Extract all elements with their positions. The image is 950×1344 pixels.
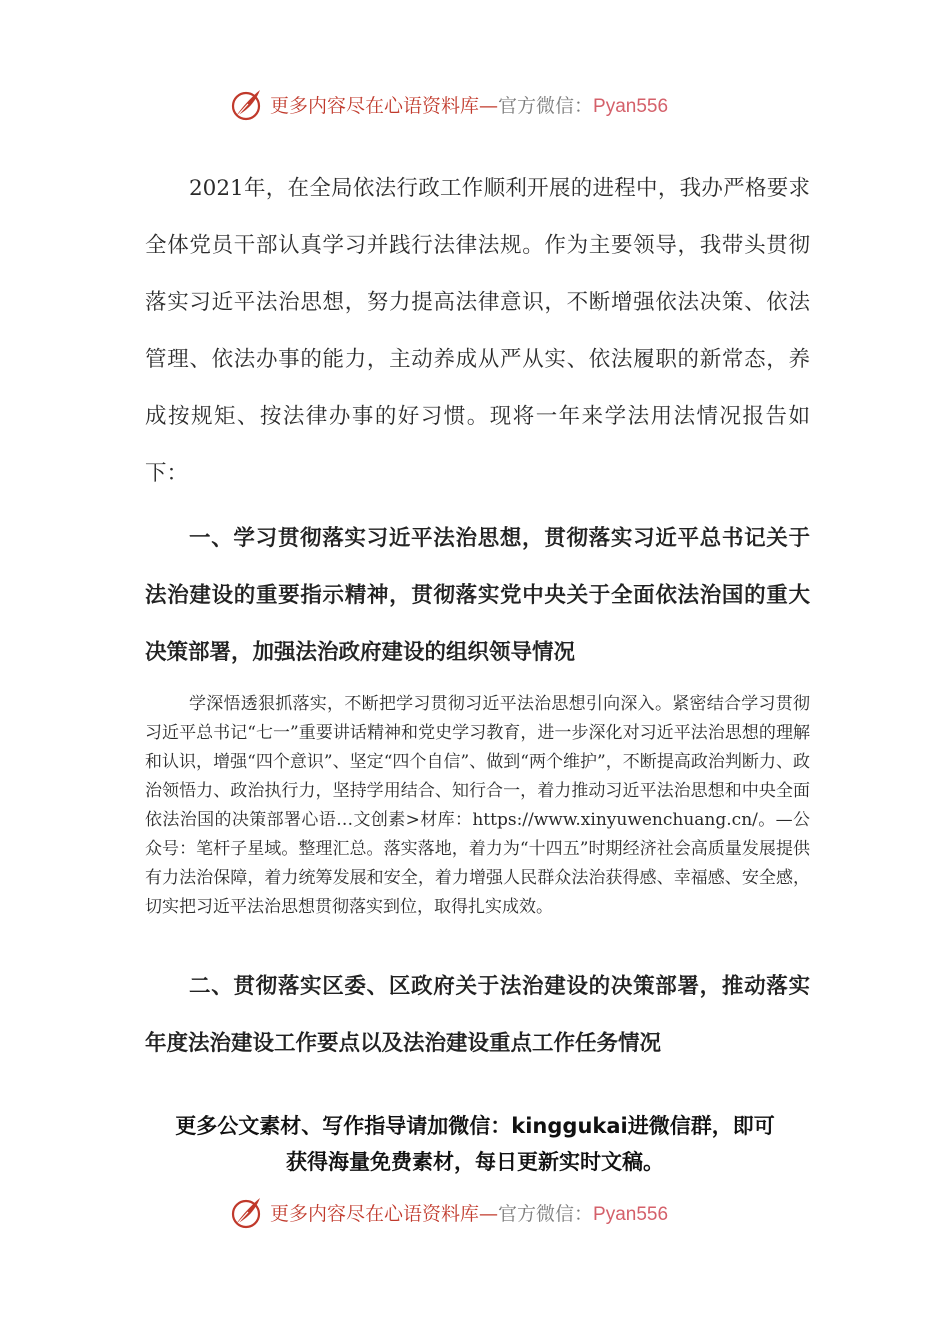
section-1-body: 学深悟透狠抓落实，不断把学习贯彻习近平法治思想引向深入。紧密结合学习贯彻习近平总书记“七一”重要讲话精神和党史学习教育，进一步深化对习近平法治思想的理解和认识，增强“四个意识”、坚定“四个自信”、做到“两个维护”，不断提高政治判断力、政治领悟力、政治执行力，坚持学用结合、知行合一，着力推动习近平法治思想和中央全面依法治国的决策部署心语…文创素>材库：https://www.xinyuwenchuang.cn/。—公众号：笔杆子星域。整理汇总。落实落地，着力为“十四五”时期经济社会高质量发展提供有力法治保障，着力统筹发展和安全，着力增强人民群众法治获得感、幸福感、安全感，切实把习近平法治思想贯彻落实到位，取得扎实成效。 — [145, 694, 810, 917]
banner-title: 更多内容尽在心语资料库 — [270, 1202, 480, 1225]
banner-account: Pyan556 — [593, 95, 669, 117]
promo-line-1: 更多公文素材、写作指导请加微信：kinggukai进微信群，即可 — [175, 1114, 775, 1138]
quill-pen-logo-icon — [228, 86, 264, 122]
banner-title: 更多内容尽在心语资料库 — [270, 94, 480, 117]
banner-separator: — — [479, 94, 499, 117]
intro-paragraph: 2021年，在全局依法行政工作顺利开展的进程中，我办严格要求全体党员干部认真学习并践行法律法规。作为主要领导，我带头贯彻落实习近平法治思想，努力提高法律意识，不断增强依法决策、依法管理、依法办事的能力，主动养成从严从实、依法履职的新常态，养成按规矩、按法律办事的好习惯。现将一年来学法用法情况报告如下： — [145, 176, 810, 486]
footer-banner — [228, 1192, 668, 1232]
banner-wechat-label: 官方微信： — [498, 94, 594, 117]
banner-separator: — — [479, 1202, 499, 1225]
banner-wechat-label: 官方微信： — [498, 1202, 594, 1225]
banner-account: Pyan556 — [593, 1203, 669, 1225]
quill-pen-logo-icon — [228, 1194, 264, 1230]
promo-notice — [130, 1108, 820, 1180]
section-1-heading: 一、学习贯彻落实习近平法治思想，贯彻落实习近平总书记关于法治建设的重要指示精神，贯彻落实党中央关于全面依法治国的重大决策部署，加强法治政府建设的组织领导情况 — [145, 526, 810, 665]
header-banner — [228, 84, 668, 124]
promo-line-2: 获得海量免费素材，每日更新实时文稿。 — [286, 1150, 664, 1174]
section-2-heading: 二、贯彻落实区委、区政府关于法治建设的决策部署，推动落实年度法治建设工作要点以及法治建设重点工作任务情况 — [145, 974, 810, 1056]
